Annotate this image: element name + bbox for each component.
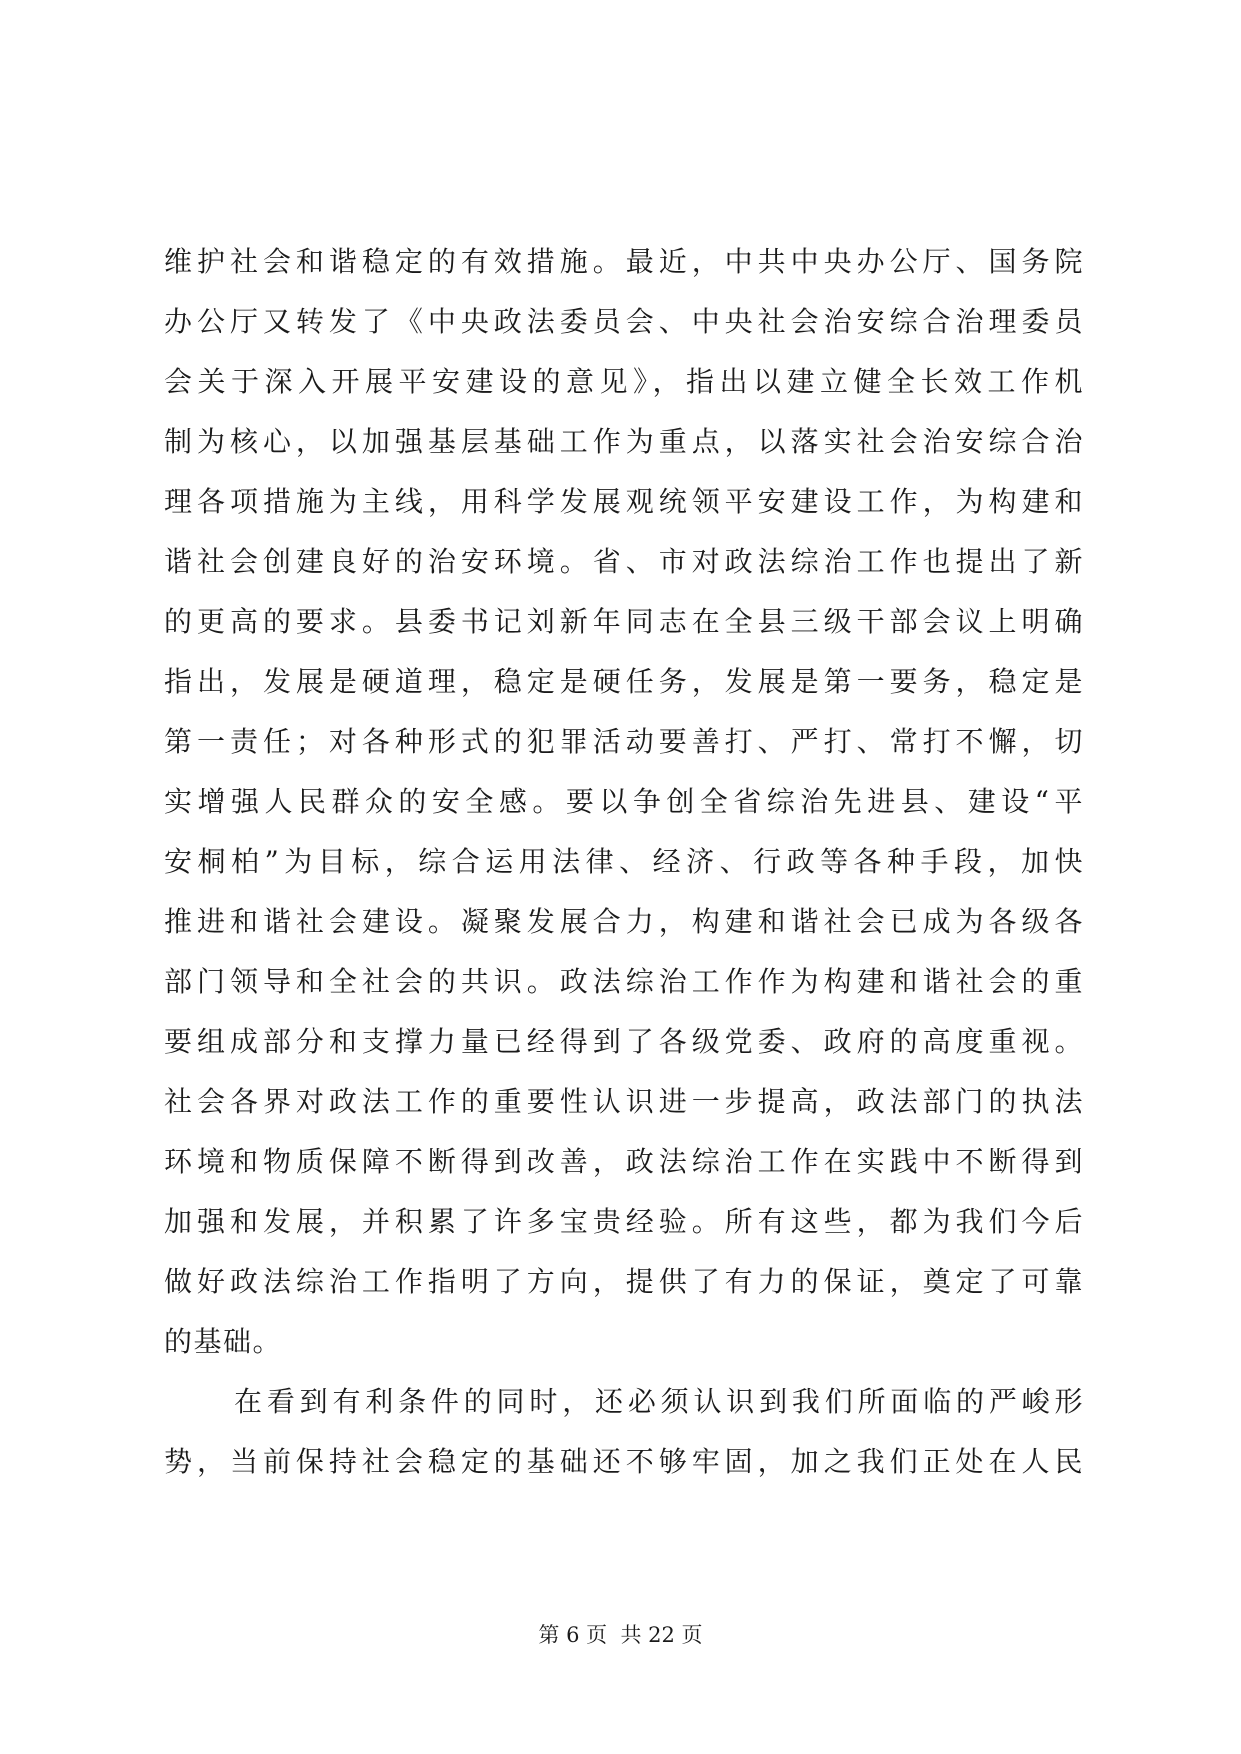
text-line: 理各项措施为主线，用科学发展观统领平安建设工作，为构建和 xyxy=(164,485,1084,518)
text-line: 会关于深入开展平安建设的意见》，指出以建立健全长效工作机 xyxy=(164,365,1084,398)
text-line: 维护社会和谐稳定的有效措施。最近，中共中央办公厅、国务院 xyxy=(164,245,1084,278)
body-text xyxy=(164,232,1084,1492)
paragraph xyxy=(164,232,1084,1372)
text-line: 势，当前保持社会稳定的基础还不够牢固，加之我们正处在人民 xyxy=(164,1445,1084,1478)
page-footer: 第 6 页 共 22 页 xyxy=(538,1623,703,1647)
text-line: 办公厅又转发了《中央政法委员会、中央社会治安综合治理委员 xyxy=(164,305,1084,338)
text-line: 的更高的要求。县委书记刘新年同志在全县三级干部会议上明确 xyxy=(164,605,1084,638)
text-line: 在看到有利条件的同时，还必须认识到我们所面临的严峻形 xyxy=(234,1385,1084,1418)
text-line: 的基础。 xyxy=(164,1325,283,1358)
paragraph xyxy=(164,1372,1084,1492)
text-line: 加强和发展，并积累了许多宝贵经验。所有这些，都为我们今后 xyxy=(164,1205,1084,1238)
text-line: 推进和谐社会建设。凝聚发展合力，构建和谐社会已成为各级各 xyxy=(164,905,1084,938)
text-line: 制为核心，以加强基层基础工作为重点，以落实社会治安综合治 xyxy=(164,425,1084,458)
text-line: 环境和物质保障不断得到改善，政法综治工作在实践中不断得到 xyxy=(164,1145,1084,1178)
text-line: 部门领导和全社会的共识。政法综治工作作为构建和谐社会的重 xyxy=(164,965,1084,998)
text-line: 安桐柏”为目标，综合运用法律、经济、行政等各种手段，加快 xyxy=(164,845,1084,878)
text-line: 实增强人民群众的安全感。要以争创全省综治先进县、建设“平 xyxy=(164,785,1084,818)
text-line: 要组成部分和支撑力量已经得到了各级党委、政府的高度重视。 xyxy=(164,1025,1084,1058)
text-line: 做好政法综治工作指明了方向，提供了有力的保证，奠定了可靠 xyxy=(164,1265,1084,1298)
text-line: 社会各界对政法工作的重要性认识进一步提高，政法部门的执法 xyxy=(164,1085,1084,1118)
text-line: 谐社会创建良好的治安环境。省、市对政法综治工作也提出了新 xyxy=(164,545,1084,578)
text-line: 第一责任；对各种形式的犯罪活动要善打、严打、常打不懈，切 xyxy=(164,725,1084,758)
text-line: 指出，发展是硬道理，稳定是硬任务，发展是第一要务，稳定是 xyxy=(164,665,1084,698)
